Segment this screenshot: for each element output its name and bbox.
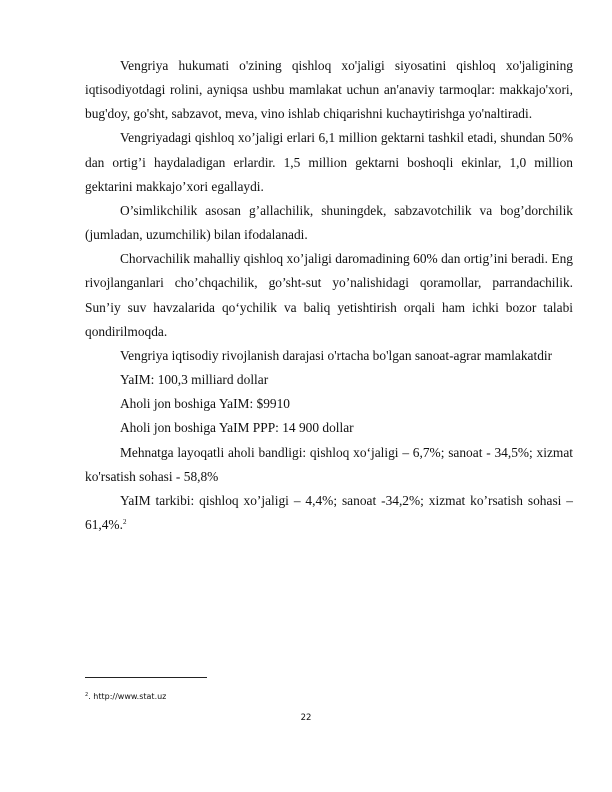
- paragraph-agri-land: Vengriyadagi qishloq xo’jaligi erlari 6,1 million gektarni tashkil etadi, shundan 50% dan ortig’i haydaladigan erlardir. 1,5 million gektarni boshoqli ekinlar, 1,0 million gektarini makkajo’xori egallaydi.: [85, 130, 573, 194]
- document-body: [85, 54, 573, 537]
- footnote-reference[interactable]: 2: [122, 517, 127, 526]
- paragraph-livestock: Chorvachilik mahalliy qishloq xo’jaligi daromadining 60% dan ortig’ini beradi. Eng rivojlanganlari cho’chqachilik, go’sht-sut yo’nalishidagi qoramollar, parrandachilik. Sun’iy suv havzalarida qo‘ychilik va baliq yetishtirish orqali ham ichki bozor talabi qondirilmoqda.: [85, 251, 573, 339]
- stat-gdp-per-capita: Aholi jon boshiga YaIM: $9910: [120, 396, 290, 412]
- gdp-structure-text: YaIM tarkibi: qishloq xo’jaligi – 4,4%; sanoat -34,2%; xizmat ko’rsatish sohasi – 61,4%.: [85, 492, 573, 532]
- footnote-text: . http://www.stat.uz: [88, 692, 167, 701]
- paragraph-agri-policy: Vengriya hukumati o'zining qishloq xo'jaligi siyosatini qishloq xo'jaligining iqtisodiyotdagi rolini, ayniqsa ushbu mamlakat uchun an'anaviy tarmoqlar: makkajo'xori, bug'doy, go'sht, sabzavot, meva, vino ishlab chiqarishni kuchaytirishga yo'naltiradi.: [85, 58, 573, 122]
- paragraph-economy-level: Vengriya iqtisodiy rivojlanish darajasi o'rtacha bo'lgan sanoat-agrar mamlakatdir: [120, 347, 553, 363]
- stat-gdp-ppp: Aholi jon boshiga YaIM PPP: 14 900 dollar: [120, 420, 354, 436]
- stat-gdp: YaIM: 100,3 milliard dollar: [120, 372, 269, 388]
- paragraph-crop-farming: O’simlikchilik asosan g’allachilik, shuningdek, sabzavotchilik va bog’dorchilik (jumladan, uzumchilik) bilan ifodalanadi.: [85, 202, 573, 243]
- footnote-separator: [85, 677, 207, 678]
- page-number: 22: [300, 713, 312, 723]
- stat-gdp-structure: [85, 489, 573, 537]
- footnote-number: 2: [85, 692, 89, 698]
- footnote: [85, 692, 166, 701]
- stat-employment: Mehnatga layoqatli aholi bandligi: qishloq xo‘jaligi – 6,7%; sanoat - 34,5%; xizmat ko'rsatish sohasi - 58,8%: [85, 444, 573, 484]
